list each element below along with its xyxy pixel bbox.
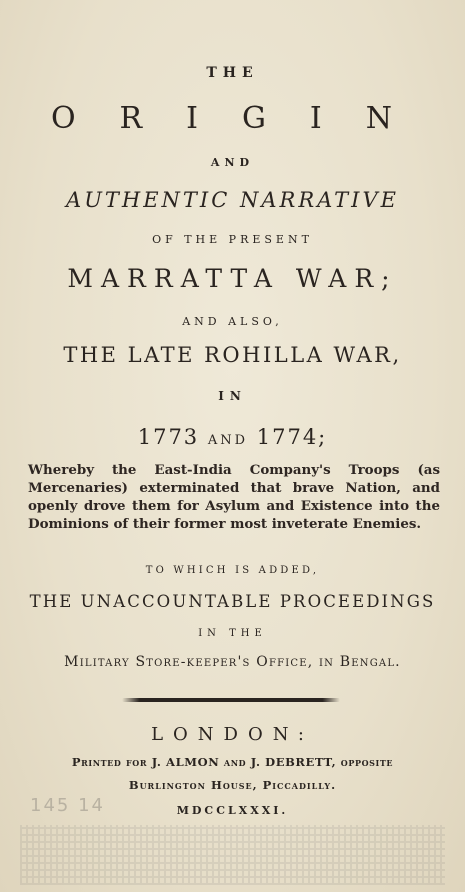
- shelf-mark: 145 14: [30, 795, 105, 816]
- title-and-also: AND ALSO,: [182, 315, 283, 328]
- imprint-printed-for: Printed for J. ALMON and J. DEBRETT, opposite: [71, 755, 394, 769]
- year-1773: 1773: [137, 425, 200, 449]
- title-origin: ORIGIN: [50, 101, 437, 136]
- title-marratta-war: MARRATTA WAR;: [67, 264, 398, 293]
- unaccountable-proceedings: THE UNACCOUNTABLE PROCEEDINGS: [29, 592, 436, 611]
- imprint-date: MDCCLXXXI.: [176, 804, 289, 817]
- imprint-address: Burlington House, Piccadilly.: [128, 778, 337, 792]
- military-store-keeper: Military Store-keeper's Office, in Bengal.: [64, 654, 401, 670]
- title-the: THE: [206, 65, 259, 81]
- divider-rule: [122, 698, 340, 702]
- library-stamp-faded: [20, 825, 445, 885]
- year-and: AND: [207, 433, 249, 448]
- in-the: IN THE: [198, 628, 267, 639]
- title-years: [0, 427, 465, 448]
- title-and: AND: [210, 156, 255, 169]
- title-authentic-narrative: AUTHENTIC NARRATIVE: [66, 188, 399, 212]
- imprint-city: LONDON:: [151, 724, 314, 745]
- description-paragraph: Whereby the East-India Company's Troops (as Mercenaries) exterminated that brave Nation, and openly drove them for Asylum and Existence into the Dominions of their former most inveterate Enemies.: [28, 462, 440, 532]
- title-in: IN: [218, 389, 247, 403]
- to-which-is-added: TO WHICH IS ADDED,: [145, 565, 320, 576]
- title-rohilla-war: THE LATE ROHILLA WAR,: [63, 343, 402, 367]
- title-of-the-present: OF THE PRESENT: [152, 233, 313, 246]
- year-1774: 1774;: [256, 425, 328, 449]
